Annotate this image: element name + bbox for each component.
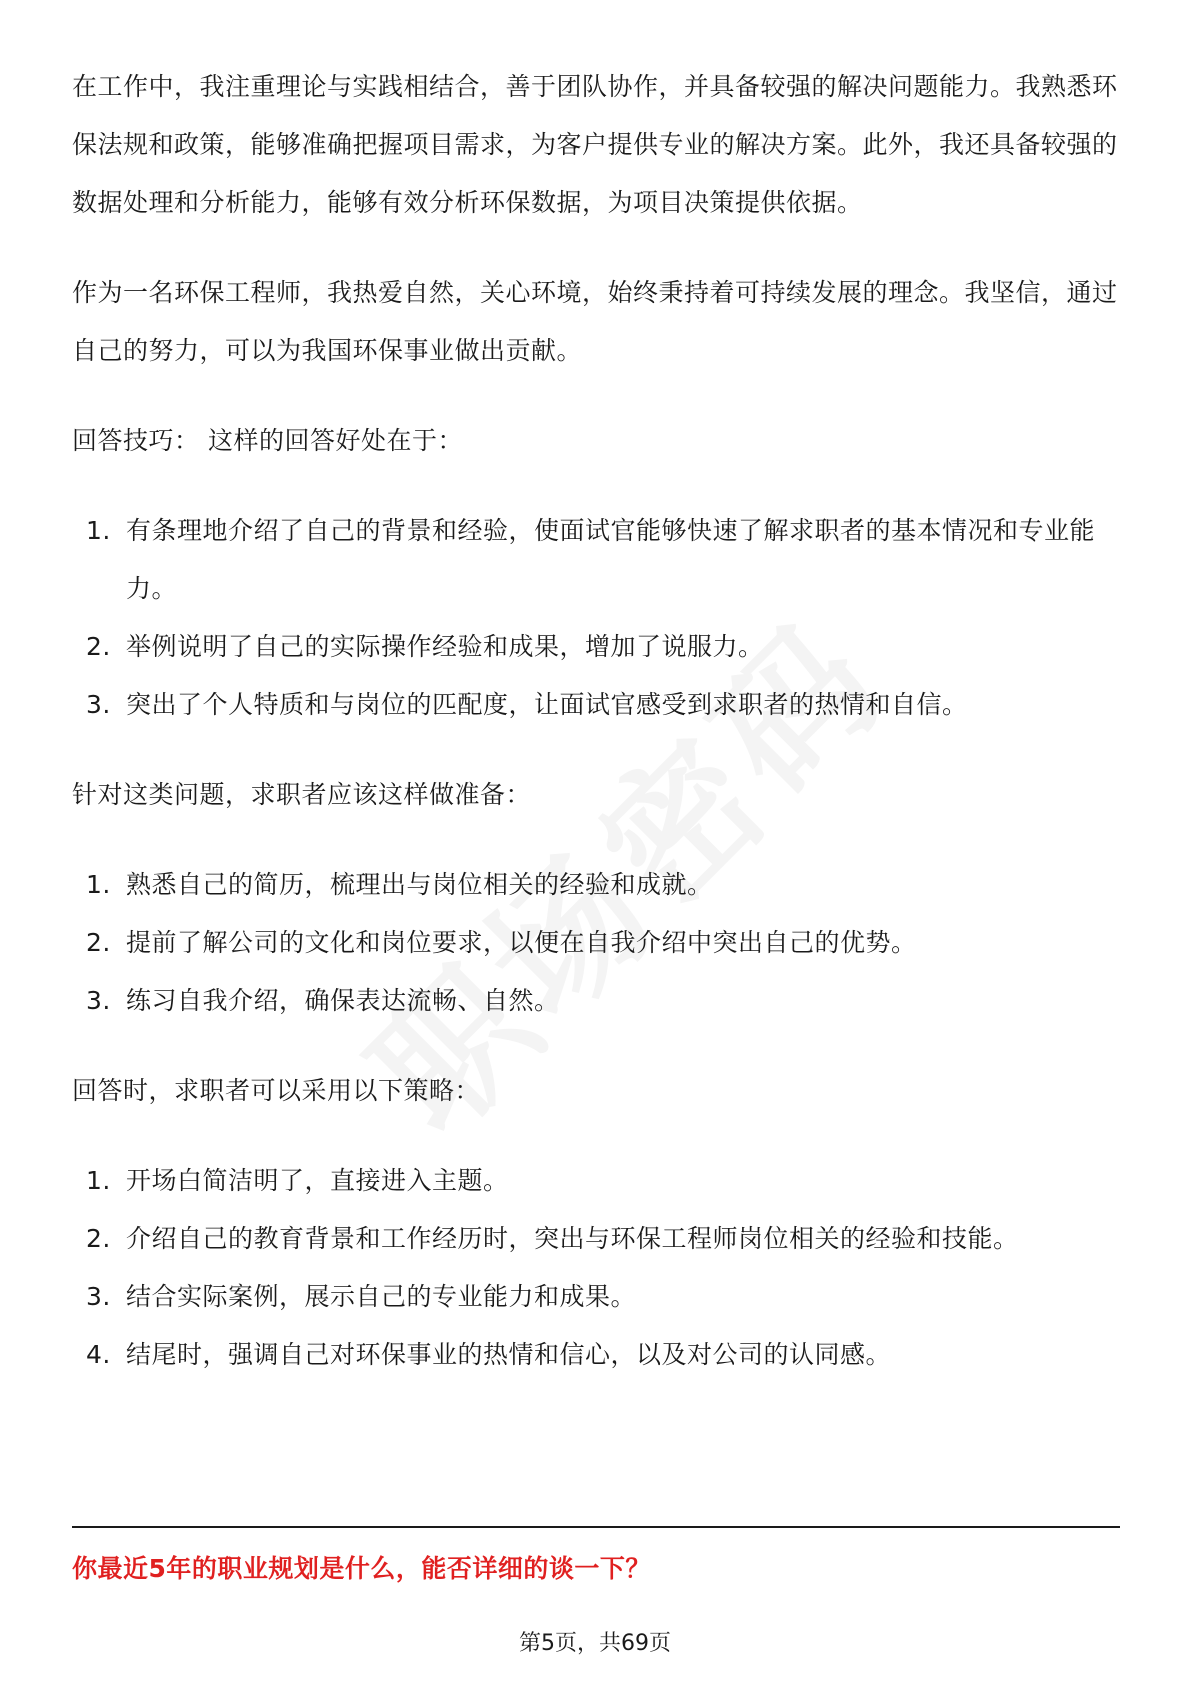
list-number: 2. xyxy=(86,632,111,661)
document-body xyxy=(72,58,1120,1416)
list-item xyxy=(72,1326,1120,1384)
tips-list xyxy=(72,502,1120,734)
list-number: 4. xyxy=(86,1340,111,1369)
list-text: 练习自我介绍，确保表达流畅、自然。 xyxy=(126,986,560,1015)
strategy-list xyxy=(72,1152,1120,1384)
list-number: 2. xyxy=(86,928,111,957)
tips-heading: 回答技巧： 这样的回答好处在于： xyxy=(72,426,463,455)
list-number: 1. xyxy=(86,516,111,545)
list-number: 3. xyxy=(86,986,111,1015)
prep-heading: 针对这类问题，求职者应该这样做准备： xyxy=(72,780,532,809)
list-text: 结尾时，强调自己对环保事业的热情和信心，以及对公司的认同感。 xyxy=(126,1340,892,1369)
list-item xyxy=(72,856,1120,914)
section-divider xyxy=(72,1526,1120,1528)
list-item xyxy=(72,1152,1120,1210)
list-number: 1. xyxy=(86,870,111,899)
list-item xyxy=(72,914,1120,972)
list-number: 1. xyxy=(86,1166,111,1195)
list-text: 结合实际案例，展示自己的专业能力和成果。 xyxy=(126,1282,637,1311)
list-text: 突出了个人特质和与岗位的匹配度，让面试官感受到求职者的热情和自信。 xyxy=(126,690,968,719)
list-item xyxy=(72,1268,1120,1326)
list-text: 有条理地介绍了自己的背景和经验，使面试官能够快速了解求职者的基本情况和专业能力。 xyxy=(126,516,1096,603)
list-text: 提前了解公司的文化和岗位要求，以便在自我介绍中突出自己的优势。 xyxy=(126,928,917,957)
list-number: 2. xyxy=(86,1224,111,1253)
next-question-heading: 你最近5年的职业规划是什么，能否详细的谈一下？ xyxy=(72,1554,651,1583)
strategy-heading: 回答时，求职者可以采用以下策略： xyxy=(72,1076,481,1105)
list-text: 举例说明了自己的实际操作经验和成果，增加了说服力。 xyxy=(126,632,764,661)
list-item xyxy=(72,972,1120,1030)
list-number: 3. xyxy=(86,1282,111,1311)
prep-list xyxy=(72,856,1120,1030)
list-text: 熟悉自己的简历，梳理出与岗位相关的经验和成就。 xyxy=(126,870,713,899)
list-text: 开场白简洁明了，直接进入主题。 xyxy=(126,1166,509,1195)
list-item xyxy=(72,502,1120,618)
page-number: 第5页，共69页 xyxy=(519,1631,671,1656)
list-item xyxy=(72,1210,1120,1268)
list-item xyxy=(72,676,1120,734)
list-text: 介绍自己的教育背景和工作经历时，突出与环保工程师岗位相关的经验和技能。 xyxy=(126,1224,1019,1253)
paragraph-work: 在工作中，我注重理论与实践相结合，善于团队协作，并具备较强的解决问题能力。我熟悉环保法规和政策，能够准确把握项目需求，为客户提供专业的解决方案。此外，我还具备较强的数据处理和分析能力，能够有效分析环保数据，为项目决策提供依据。 xyxy=(72,72,1118,217)
paragraph-passion: 作为一名环保工程师，我热爱自然，关心环境，始终秉持着可持续发展的理念。我坚信，通过自己的努力，可以为我国环保事业做出贡献。 xyxy=(72,278,1118,365)
list-item xyxy=(72,618,1120,676)
list-number: 3. xyxy=(86,690,111,719)
